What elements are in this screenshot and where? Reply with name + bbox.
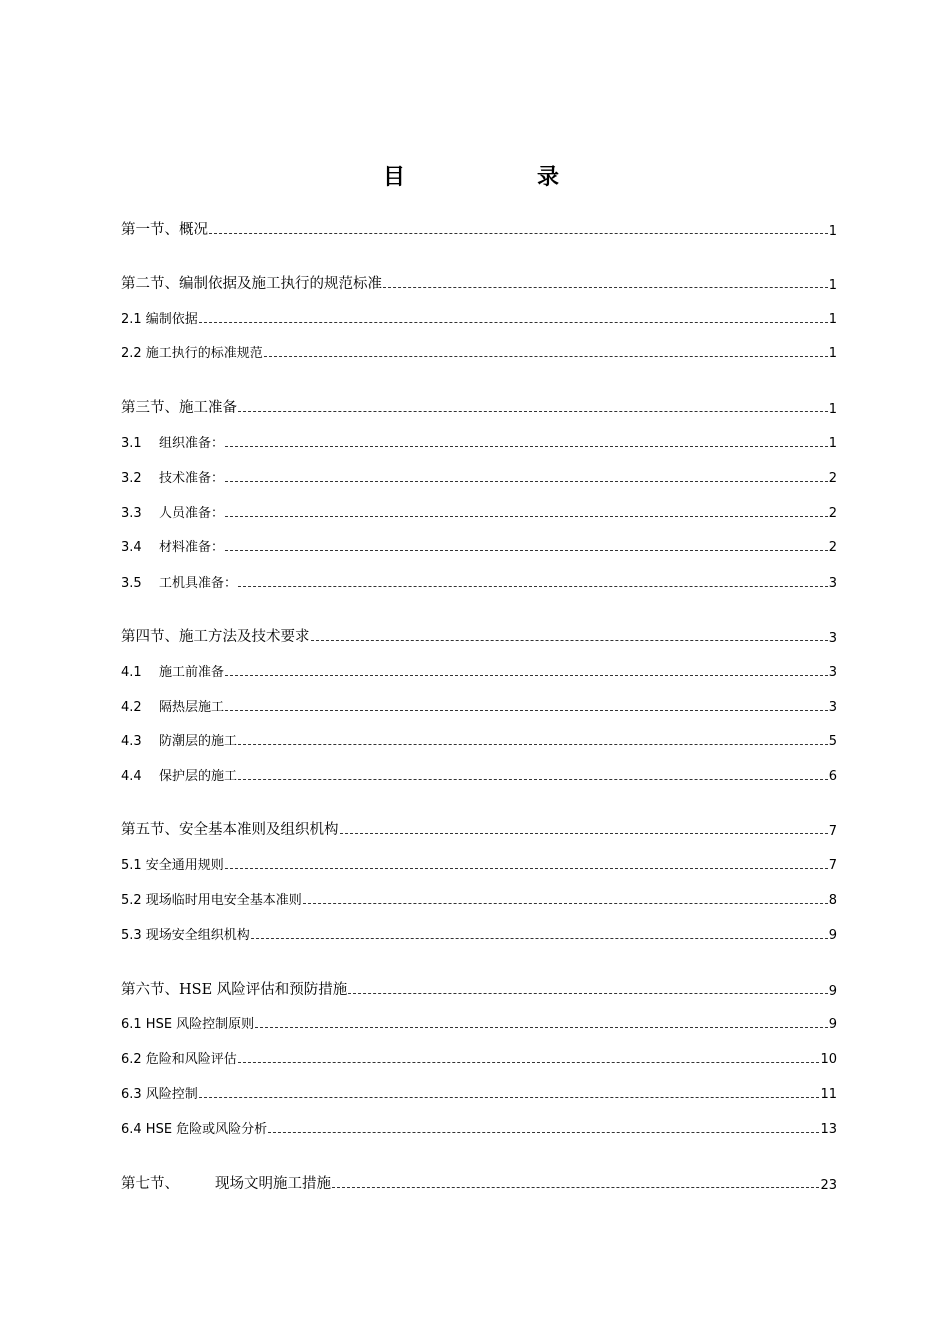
toc-entry-number: 4.1 [121, 665, 142, 680]
toc-entry[interactable] [121, 822, 837, 839]
toc-entry-text [121, 734, 237, 750]
toc-page-number: 13 [820, 1122, 837, 1137]
toc-page-number: 3 [828, 700, 837, 715]
toc-leader [238, 411, 828, 412]
toc-entry[interactable] [121, 222, 837, 239]
toc-entry-text: 第五节、安全基本准则及组织机构 [121, 822, 339, 838]
toc-entry[interactable] [121, 858, 837, 874]
toc-page-number: 3 [828, 630, 837, 646]
toc-leader [238, 744, 828, 745]
toc-leader [251, 938, 828, 939]
toc-entry-text: 第四节、施工方法及技术要求 [121, 629, 310, 645]
toc-entry[interactable] [121, 629, 837, 646]
toc-entry-text [121, 471, 224, 487]
toc-leader [264, 356, 828, 357]
toc-entry-number: 3.3 [121, 506, 142, 521]
toc-entry-text [121, 540, 224, 556]
toc-entry-label: 技术准备： [159, 471, 225, 486]
toc-entry[interactable] [121, 436, 837, 452]
toc-page-number: 1 [828, 312, 837, 327]
toc-entry-text: 第三节、施工准备 [121, 400, 237, 416]
toc-entry-text [121, 506, 224, 522]
toc-entry-text: 第二节、编制依据及施工执行的规范标准 [121, 276, 382, 292]
toc-entry[interactable] [121, 276, 837, 293]
toc-entry[interactable] [121, 346, 837, 362]
toc-leader [225, 710, 828, 711]
toc-leader [199, 322, 828, 323]
toc-entry-text: 第六节、HSE 风险评估和预防措施 [121, 982, 348, 998]
toc-entry[interactable] [121, 1122, 837, 1138]
toc-entry[interactable] [121, 312, 837, 328]
toc-entry-text: 第一节、概况 [121, 222, 208, 238]
toc-entry-text [121, 436, 224, 452]
toc-entry-number: 3.5 [121, 576, 142, 591]
toc-page-number: 9 [828, 1017, 837, 1032]
toc-entry[interactable] [121, 928, 837, 944]
toc-entry[interactable] [121, 1052, 837, 1068]
toc-leader [348, 993, 827, 994]
toc-page-number: 6 [828, 769, 837, 784]
toc-entry-number: 4.4 [121, 769, 142, 784]
toc-leader [311, 640, 828, 641]
toc-entry-text: 2.1 编制依据 [121, 312, 198, 327]
toc-entry[interactable] [121, 1176, 837, 1193]
toc-entry-number: 4.2 [121, 700, 142, 715]
toc-page-number: 10 [820, 1052, 837, 1067]
toc-page-number: 1 [828, 436, 837, 451]
toc-entry-text [121, 576, 237, 592]
toc-leader [225, 481, 828, 482]
toc-page-number: 9 [828, 928, 837, 943]
toc-leader [225, 868, 828, 869]
toc-page-number: 3 [828, 576, 837, 591]
toc-leader [332, 1187, 819, 1188]
toc-entry-label: 工机具准备： [159, 576, 238, 591]
toc-page-number: 2 [828, 506, 837, 521]
toc-entry[interactable] [121, 769, 837, 785]
toc-leader [255, 1027, 828, 1028]
toc-leader [268, 1132, 819, 1133]
toc-page-number: 2 [828, 540, 837, 555]
toc-entry-text: 6.4 HSE 危险或风险分析 [121, 1122, 268, 1137]
toc-entry[interactable] [121, 1017, 837, 1033]
toc-entry[interactable] [121, 893, 837, 909]
toc-entry[interactable] [121, 400, 837, 417]
toc-page-number: 1 [828, 401, 837, 417]
toc-entry-prefix: 第七节、 [121, 1176, 179, 1192]
toc-entry-text: 2.2 施工执行的标准规范 [121, 346, 263, 361]
toc-entry[interactable] [121, 734, 837, 750]
toc-entry-text: 6.3 风险控制 [121, 1087, 198, 1102]
toc-entry-label: 隔热层施工 [159, 700, 225, 715]
toc-entry-label: 施工前准备 [159, 665, 225, 680]
toc-entry[interactable] [121, 576, 837, 592]
toc-entry-label: 现场文明施工措施 [215, 1176, 331, 1192]
toc-entry-text [121, 665, 224, 681]
toc-leader [225, 675, 828, 676]
toc-page-number: 23 [820, 1177, 837, 1193]
toc-leader [303, 903, 828, 904]
toc-leader [225, 550, 828, 551]
toc-entry[interactable] [121, 1087, 837, 1103]
toc-leader [199, 1097, 820, 1098]
toc-entry-number: 4.3 [121, 734, 142, 749]
toc-entry-text: 5.1 安全通用规则 [121, 858, 224, 873]
toc-leader [383, 287, 828, 288]
toc-entry[interactable] [121, 665, 837, 681]
toc-page-number: 1 [828, 346, 837, 361]
toc-entry[interactable] [121, 700, 837, 716]
toc-leader [209, 233, 828, 234]
toc-page-number: 9 [828, 983, 837, 999]
toc-title-char-2: 录 [537, 164, 560, 190]
toc-entry-label: 材料准备： [159, 540, 225, 555]
toc-page-number: 3 [828, 665, 837, 680]
toc-page-number: 1 [828, 223, 837, 239]
toc-leader [238, 779, 828, 780]
toc-leader [238, 1062, 820, 1063]
toc-entry-text: 6.1 HSE 风险控制原则 [121, 1017, 255, 1032]
toc-entry[interactable] [121, 471, 837, 487]
toc-entry-text [121, 700, 224, 716]
toc-entry-label: 人员准备： [159, 506, 225, 521]
toc-page-number: 7 [828, 823, 837, 839]
toc-page-number: 8 [828, 893, 837, 908]
toc-entry[interactable] [121, 540, 837, 556]
toc-entry-label: 组织准备： [159, 436, 225, 451]
toc-page-number: 2 [828, 471, 837, 486]
toc-entry-number: 3.1 [121, 436, 142, 451]
toc-entry-number: 3.2 [121, 471, 142, 486]
toc-entry-label: 保护层的施工 [159, 769, 238, 784]
toc-page-number: 11 [820, 1087, 837, 1102]
toc-entry-text: 6.2 危险和风险评估 [121, 1052, 237, 1067]
toc-title [0, 160, 950, 192]
toc-leader [238, 586, 828, 587]
toc-leader [340, 833, 828, 834]
toc-entry-text: 5.3 现场安全组织机构 [121, 928, 250, 943]
toc-leader [225, 516, 828, 517]
toc-entry-text: 5.2 现场临时用电安全基本准则 [121, 893, 302, 908]
toc-entry-text [121, 769, 237, 785]
toc-entry[interactable] [121, 506, 837, 522]
toc-entry[interactable] [121, 982, 837, 999]
toc-entry-text [121, 1176, 331, 1193]
toc-entry-label: 防潮层的施工 [159, 734, 238, 749]
toc-leader [225, 446, 828, 447]
toc-page-number: 7 [828, 858, 837, 873]
toc-page-number: 5 [828, 734, 837, 749]
toc-page-number: 1 [828, 277, 837, 293]
toc-title-char-1: 目 [383, 164, 406, 190]
toc-entry-number: 3.4 [121, 540, 142, 555]
